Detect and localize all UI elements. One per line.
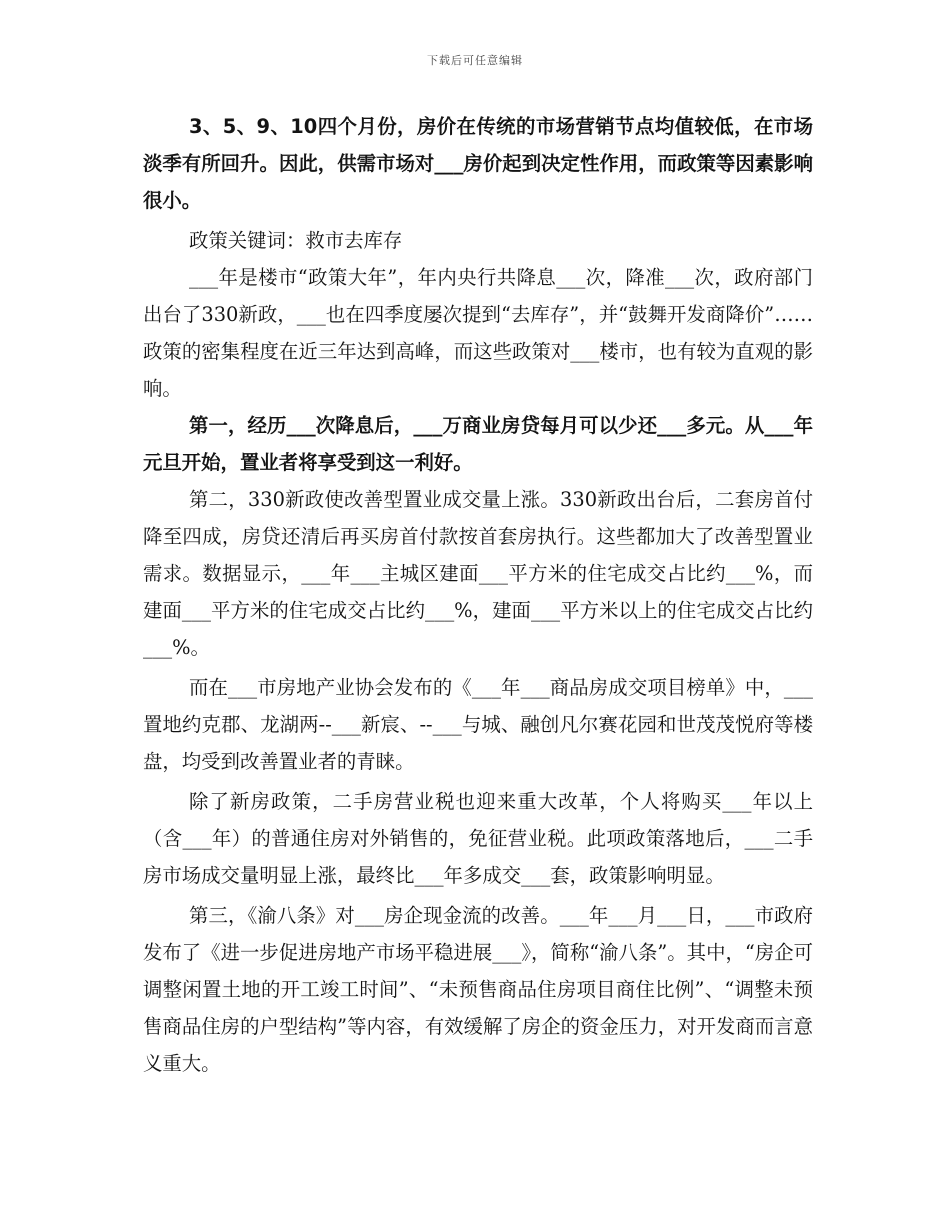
paragraph-first-point: 第一，经历___次降息后，___万商业房贷每月可以少还___多元。从___年元旦开始，置业者将享受到这一利好。: [143, 414, 813, 474]
paragraph-third-point: 第三，《渝八条》对___房企现金流的改善。___年___月___日，___市政府发布了《进一步促进房地产市场平稳进展___》，简称“渝八条”。其中，“房企可调整闲置土地的开工竣工时间”、“未预售商品住房项目商住比例”、“调整未预售商品住房的户型结构”等内容，有效缓解了房企的资金压力，对开发商而言意义重大。: [143, 904, 813, 1075]
paragraph-second-hand-tax: 除了新房政策，二手房营业税也迎来重大改革，个人将购买___年以上（含___年）的普通住房对外销售的，免征营业税。此项政策落地后，___二手房市场成交量明显上涨，最终比___年多成交___套，政策影响明显。: [143, 790, 813, 887]
paragraph-second-point: 第二，330新政使改善型置业成交量上涨。330新政出台后，二套房首付降至四成，房贷还清后再买房首付款按首套房执行。这些都加大了改善型置业需求。数据显示，___年___主城区建面___平方米的住宅成交占比约___%，而建面___平方米的住宅成交占比约___%，建面___平方米以上的住宅成交占比约___%。: [143, 488, 813, 659]
paragraph-policy-keywords: 政策关键词：救市去库存: [189, 229, 403, 252]
document-body: [143, 108, 813, 1082]
paragraph-market-analysis: 3、5、9、10四个月份，房价在传统的市场营销节点均值较低，在市场淡季有所回升。因此，供需市场对___房价起到决定性作用，而政策等因素影响很小。: [143, 115, 813, 212]
paragraph-project-ranking: 而在___市房地产业协会发布的《___年___商品房成交项目榜单》中，___置地约克郡、龙湖两--___新宸、--___与城、融创凡尔赛花园和世茂茂悦府等楼盘，均受到改善置业者的青睐。: [143, 676, 813, 773]
page-header: 下载后可任意编辑: [427, 54, 523, 67]
paragraph-policy-year: ___年是楼市“政策大年”，年内央行共降息___次，降准___次，政府部门出台了330新政，___也在四季度屡次提到“去库存”，并“鼓舞开发商降价”……政策的密集程度在近三年达到高峰，而这些政策对___楼市，也有较为直观的影响。: [143, 266, 813, 400]
